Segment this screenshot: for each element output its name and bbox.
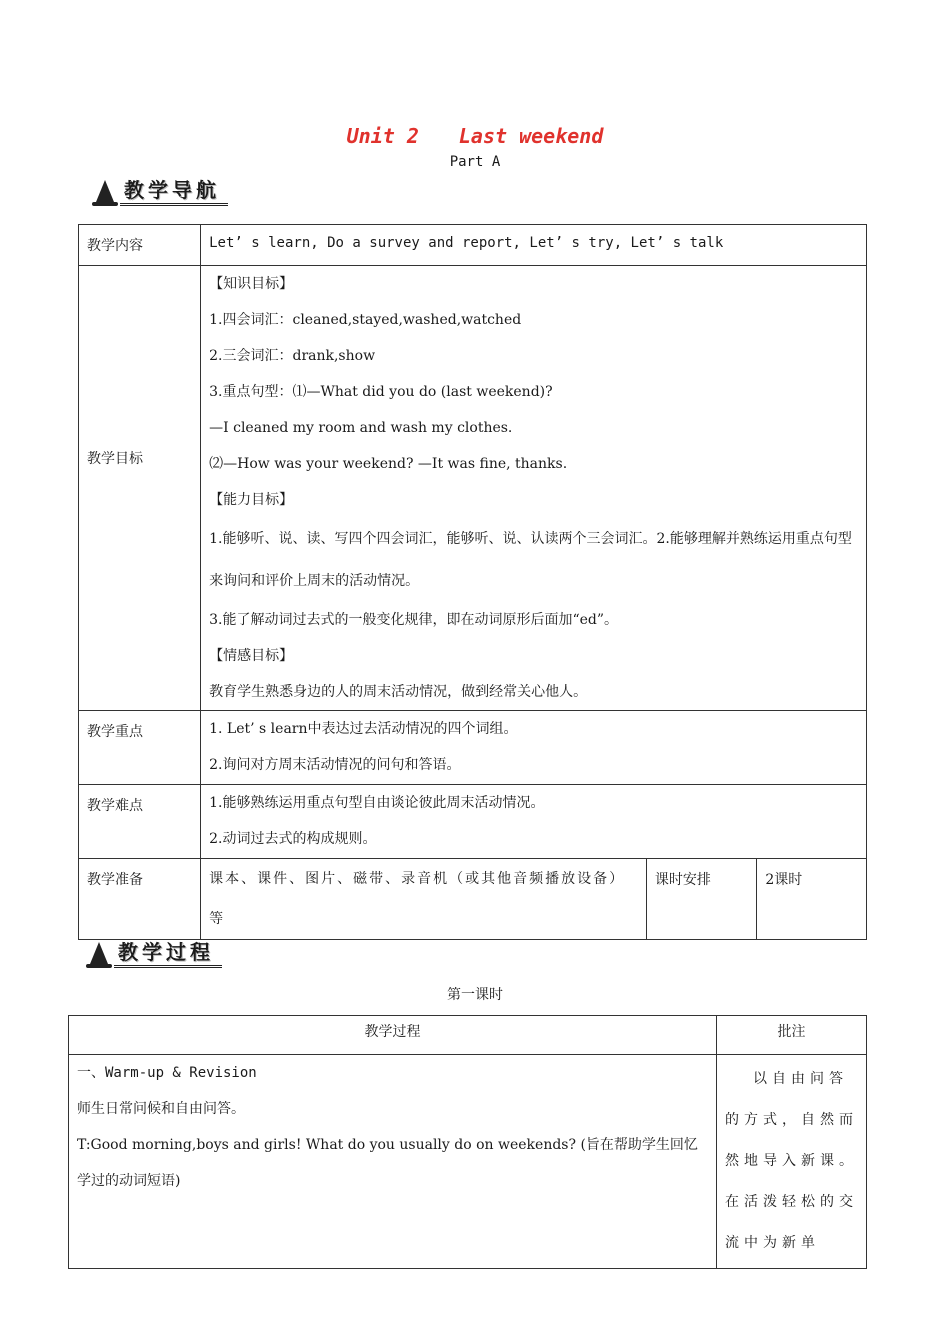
objective-line: 【能力目标】 — [209, 492, 294, 508]
difficulty-label: 教学难点 — [79, 785, 201, 859]
objective-line: ⑵—How was your weekend? —It was fine, thanks. — [209, 456, 568, 472]
schedule-value: 2课时 — [757, 859, 867, 940]
process-line: 一、Warm-up & Revision — [77, 1065, 257, 1081]
schedule-label: 课时安排 — [646, 859, 757, 940]
plan-table — [78, 224, 867, 940]
objective-line: 【情感目标】 — [209, 648, 294, 664]
pencil-icon — [86, 938, 114, 968]
prep-label: 教学准备 — [79, 859, 201, 940]
objectives-cell — [201, 266, 867, 711]
objective-line: 【知识目标】 — [209, 276, 294, 292]
title-name: Last weekend — [458, 124, 604, 148]
nav-banner-label: 教学导航 — [120, 172, 228, 206]
objective-line: 3.能了解动词过去式的一般变化规律，即在动词原形后面加“ed”。 — [209, 612, 619, 628]
prep-value: 课本、课件、图片、磁带、录音机（或其他音频播放设备）等 — [209, 871, 626, 927]
objective-line: 1.能够听、说、读、写四个四会词汇，能够听、说、认读两个三会词汇。2.能够理解并熟练运用重点句型来询问和评价上周末的活动情况。 — [209, 531, 852, 589]
objectives-label: 教学目标 — [79, 266, 201, 711]
nav-banner — [92, 166, 228, 206]
process-banner — [86, 928, 222, 968]
objective-line: 2.三会词汇：drank,show — [209, 348, 376, 364]
difficulty-point: 2.动词过去式的构成规则。 — [209, 831, 377, 847]
content-label: 教学内容 — [79, 225, 201, 266]
note-text: 以自由问答的方式，自然而然地导入新课。在活泼轻松的交流中为新单 — [717, 1055, 867, 1269]
process-header: 教学过程 — [69, 1016, 717, 1055]
process-table — [68, 1015, 867, 1269]
objective-line: 3.重点句型：⑴—What did you do (last weekend)? — [209, 384, 553, 400]
process-line: 师生日常问候和自由问答。 — [77, 1101, 245, 1117]
objective-line: 教育学生熟悉身边的人的周末活动情况，做到经常关心他人。 — [209, 684, 588, 700]
notes-header: 批注 — [717, 1016, 867, 1055]
key-point: 2.询问对方周末活动情况的问句和答语。 — [209, 757, 461, 773]
key-label: 教学重点 — [79, 711, 201, 785]
sailboat-icon — [92, 176, 120, 206]
difficulty-point: 1.能够熟练运用重点句型自由谈论彼此周末活动情况。 — [209, 795, 545, 811]
title-unit: Unit 2 — [346, 124, 419, 148]
objective-line: —I cleaned my room and wash my clothes. — [209, 420, 513, 436]
process-line: T:Good morning,boys and girls! What do you usually do on weekends? (旨在帮助学生回忆学过的动词短语) — [77, 1137, 698, 1189]
objective-line: 1.四会词汇：cleaned,stayed,washed,watched — [209, 312, 522, 328]
lesson-title: 第一课时 — [447, 987, 503, 1003]
process-banner-label: 教学过程 — [114, 934, 222, 968]
document-title — [0, 124, 950, 148]
document-subtitle: Part A — [449, 154, 501, 170]
content-value: Let’ s learn, Do a survey and report, Let’ s try, Let’ s talk — [209, 235, 724, 251]
key-point: 1. Let’ s learn中表达过去活动情况的四个词组。 — [209, 721, 518, 737]
